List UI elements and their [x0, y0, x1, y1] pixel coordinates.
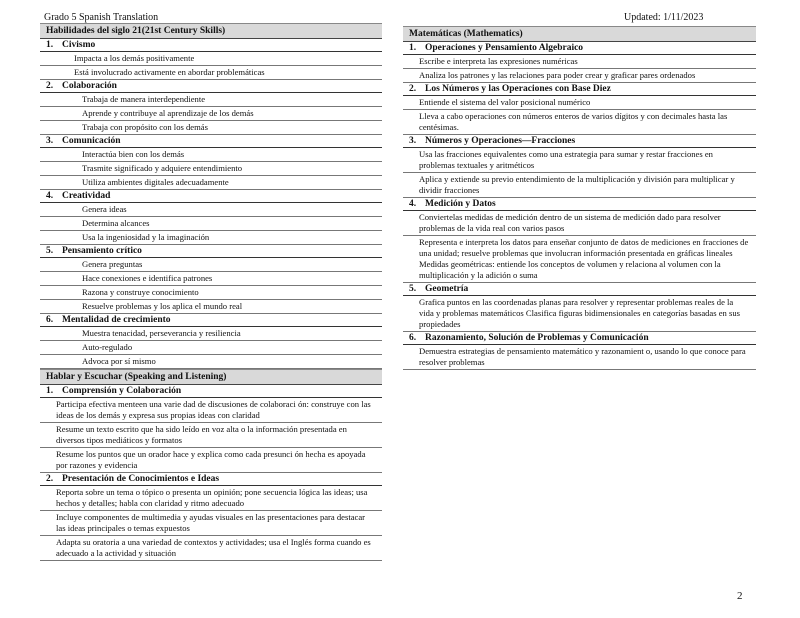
list-item: Reporta sobre un tema o tópico o presenta un opinión; pone secuencia lógica las ideas; usa hechos y detalles; habla con claridad y ritmo adecuado	[40, 486, 382, 511]
speaking-listening-section	[40, 369, 382, 561]
list-item: Usa las fracciones equivalentes como una estrategia para sumar y restar fracciones en problemas textuales y aritméticos	[403, 148, 756, 173]
header-updated-date: Updated: 1/11/2023	[624, 12, 704, 23]
list-item: Adapta su oratoria a una variedad de contextos y actividades; usa el Inglés forma cuando es adecuado a la actividad y situación	[40, 536, 382, 561]
list-item: Interactúa bien con los demás	[40, 148, 382, 162]
list-item: Hace conexiones e identifica patrones	[40, 272, 382, 286]
list-item: Escribe e interpreta las expresiones numéricas	[403, 55, 756, 69]
list-item: Auto-regulado	[40, 341, 382, 355]
list-item: Está involucrado activamente en abordar problemáticas	[40, 66, 382, 80]
list-item: Aplica y extiende su previo entendimiento de la multiplicación y división para multiplicar y dividir fracciones	[403, 173, 756, 198]
list-item: Trabaja de manera interdependiente	[40, 93, 382, 107]
list-item: Determina alcances	[40, 217, 382, 231]
list-item: Utiliza ambientes digitales adecuadamente	[40, 176, 382, 190]
math-category-fracciones: 3. Números y Operaciones—Fracciones	[403, 135, 756, 148]
math-category-razonamiento: 6. Razonamiento, Solución de Problemas y Comunicación	[403, 332, 756, 345]
skills-section	[40, 23, 382, 369]
list-item: Resume los puntos que un orador hace y explica como cada presunci ón hecha es apoyada por razones y evidencia	[40, 448, 382, 473]
math-category-medicion: 4. Medición y Datos	[403, 198, 756, 211]
header-left: Grado 5 Spanish Translation	[44, 12, 159, 23]
list-item: Conviertelas medidas de medición dentro de un sistema de medición dado para resolver problemas de la vida real con varios pasos	[403, 211, 756, 236]
list-item: Usa la ingeniosidad y la imaginación	[40, 231, 382, 245]
list-item: Trabaja con propósito con los demás	[40, 121, 382, 135]
skills-category-pensamiento-critico: 5. Pensamiento crítico	[40, 245, 382, 258]
list-item: Grafica puntos en las coordenadas planas para resolver y representar problemas reales de la vida y problemas matemáticos Clasifica figuras bidimensionales en categorías basadas en sus propiedades	[403, 296, 756, 332]
list-item: Aprende y contribuye al aprendizaje de los demás	[40, 107, 382, 121]
list-item: Resume un texto escrito que ha sido leído en voz alta o la información presentada en diversos tipos mediáticos y formatos	[40, 423, 382, 448]
math-category-geometria: 5. Geometría	[403, 283, 756, 296]
skills-section-title: Habilidades del siglo 21(21st Century Skills)	[40, 23, 382, 39]
list-item: Genera preguntas	[40, 258, 382, 272]
list-item: Incluye componentes de multimedia y ayudas visuales en las presentaciones para destacar las ideas principales o temas expuestos	[40, 511, 382, 536]
page-number: 2	[737, 590, 743, 602]
list-item: Genera ideas	[40, 203, 382, 217]
skills-category-comunicacion: 3. Comunicación	[40, 135, 382, 148]
speaking-listening-title: Hablar y Escuchar (Speaking and Listening)	[40, 369, 382, 385]
skills-category-colaboracion: 2. Colaboración	[40, 80, 382, 93]
list-item: Representa e interpreta los datos para enseñar conjunto de datos de mediciones en fracciones de una unidad; resuelve problemas que involucran información presentada en gráficas lineales Medidas geométricas: entiende los conceptos de volumen y relaciona al volumen con la multiplicación y la adición o suma	[403, 236, 756, 283]
list-item: Entiende el sistema del valor posicional numérico	[403, 96, 756, 110]
list-item: Trasmite significado y adquiere entendimiento	[40, 162, 382, 176]
skills-category-civismo: 1. Civismo	[40, 39, 382, 52]
list-item: Advoca por sí mismo	[40, 355, 382, 369]
list-item: Demuestra estrategias de pensamiento matemático y razonamient o, usando lo que conoce para resolver problemas	[403, 345, 756, 370]
speaking-category-comprension: 1. Comprensión y Colaboración	[40, 385, 382, 398]
list-item: Impacta a los demás positivamente	[40, 52, 382, 66]
list-item: Lleva a cabo operaciones con números enteros de varios dígitos y con decimales hasta las centésimas.	[403, 110, 756, 135]
skills-category-mentalidad: 6. Mentalidad de crecimiento	[40, 314, 382, 327]
list-item: Muestra tenacidad, perseverancia y resiliencia	[40, 327, 382, 341]
list-item: Analiza los patrones y las relaciones para poder crear y graficar pares ordenados	[403, 69, 756, 83]
speaking-category-presentacion: 2. Presentación de Conocimientos e Ideas	[40, 473, 382, 486]
skills-category-creatividad: 4. Creatividad	[40, 190, 382, 203]
list-item: Razona y construye conocimiento	[40, 286, 382, 300]
math-category-base-diez: 2. Los Números y las Operaciones con Base Diez	[403, 83, 756, 96]
list-item: Resuelve problemas y los aplica el mundo real	[40, 300, 382, 314]
math-section	[403, 26, 756, 370]
list-item: Participa efectiva menteen una varie dad de discusiones de colaboraci ón: construye con las ideas de los demás y expresa sus propias ideas con claridad	[40, 398, 382, 423]
math-category-algebra: 1. Operaciones y Pensamiento Algebraico	[403, 42, 756, 55]
math-section-title: Matemáticas (Mathematics)	[403, 26, 756, 42]
